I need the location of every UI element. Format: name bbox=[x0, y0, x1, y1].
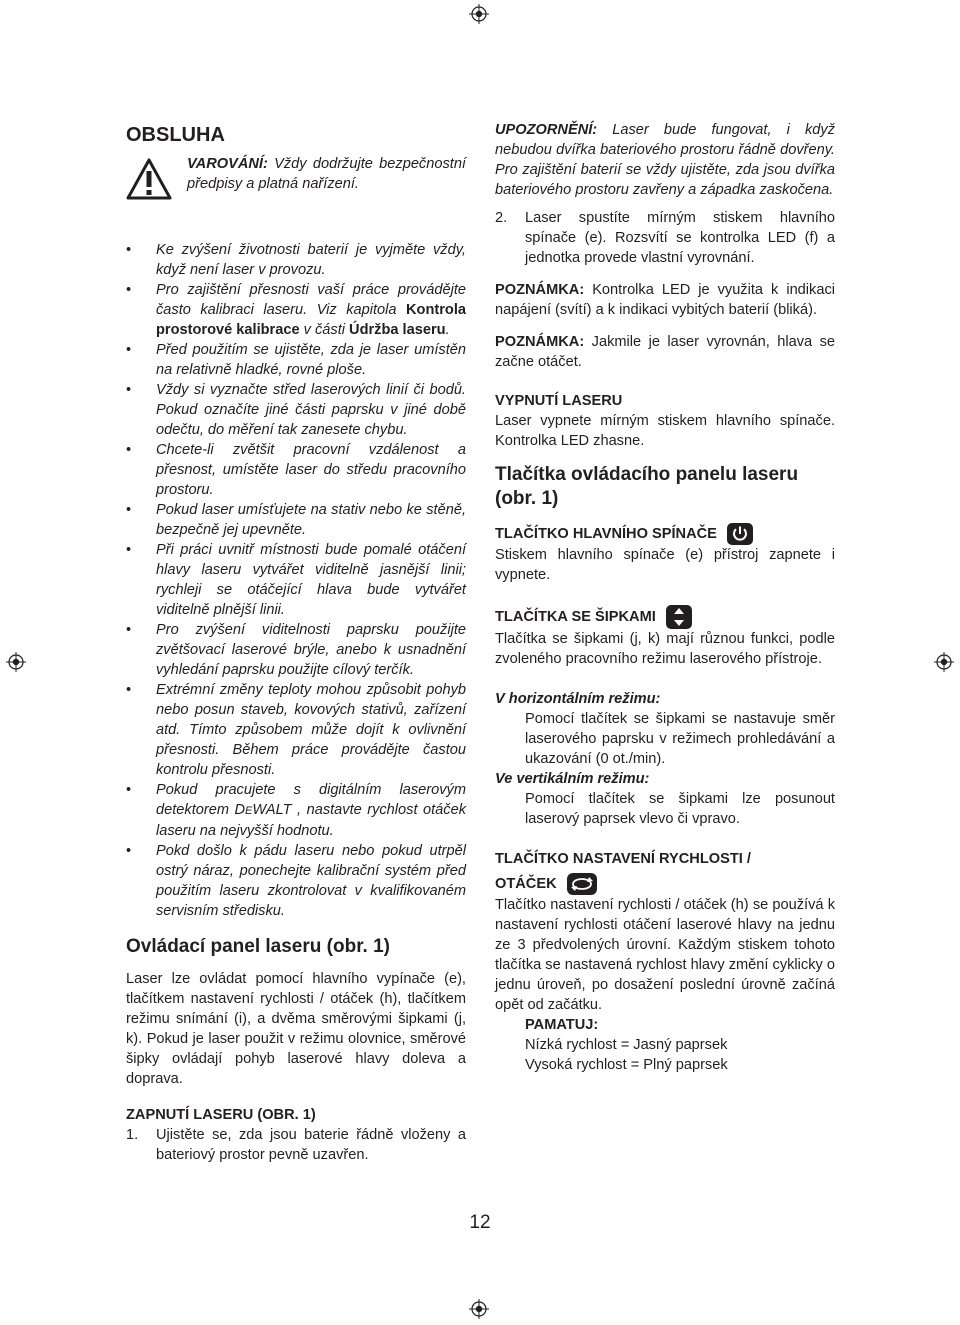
speed-heading: TLAČÍTKO NASTAVENÍ RYCHLOSTI / OTÁČEK bbox=[495, 849, 835, 895]
remember-line: Vysoká rychlost = Plný paprsek bbox=[525, 1057, 728, 1073]
registration-mark-icon bbox=[469, 4, 489, 24]
registration-mark-icon bbox=[6, 652, 26, 672]
step-2: 2. Laser spustíte mírným stiskem hlavního spínače (e). Rozsvítí se kontrolka LED (f) a jednotka provede vlastní vyrovnání. bbox=[495, 210, 835, 266]
warning-block bbox=[126, 154, 466, 230]
power-off-heading: VYPNUTÍ LASERU bbox=[495, 393, 623, 409]
list-item: • Před použitím se ujistěte, zda je laser umístěn na relativně hladké, rovné ploše. bbox=[126, 340, 466, 380]
horizontal-mode-label: V horizontálním režimu: bbox=[495, 691, 661, 707]
list-item: • Extrémní změny teploty mohou způsobit pohyb nebo posun staveb, kovových stativů, zařízení atd. Tímto způsobem může dojít k ovlivnění přesnosti. Během práce provádějte častou kontrolu přesnosti. bbox=[126, 680, 466, 780]
list-item: • Pro zvýšení viditelnosti paprsku použijte zvětšovací laserové brýle, anebo k usnadnění vyhledání paprsku použijte cílový terčík. bbox=[126, 620, 466, 680]
control-panel-text: Laser lze ovládat pomocí hlavního vypínače (e), tlačítkem nastavení rychlosti / otáček (h), tlačítkem režimu snímání (i), a dvěma směrovými šipkami (j, k). Pokud je laser použit v režimu olovnice, směrové šipky ovládají pohyb laserové hlavy doleva a doprava. bbox=[126, 971, 466, 1087]
list-item: • Pro zajištění přesnosti vaší práce provádějte často kalibraci laseru. Viz kapitola Kontrola prostorové kalibrace v části Údržba laseru. bbox=[126, 280, 466, 340]
rotation-speed-icon bbox=[567, 873, 597, 895]
remember-block bbox=[495, 1015, 835, 1075]
remember-label: PAMATUJ: bbox=[525, 1017, 599, 1033]
speed-text: Tlačítko nastavení rychlosti / otáček (h) se používá k nastavení rychlosti otáčení laserové hlavy na jednu ze 3 předvolených úrovní. Každým stiskem tohoto tlačítka se nastavená rychlost hlavy změní cyklicky o jednu úroveň, po dosažení poslední úrovně začíná opět od začátku. bbox=[495, 897, 835, 1013]
arrows-text: Tlačítka se šipkami (j, k) mají různou funkci, podle zvoleného pracovního režimu laserového přístroje. bbox=[495, 631, 835, 667]
list-item: • Ke zvýšení životnosti baterií je vyjměte vždy, když není laser v provozu. bbox=[126, 240, 466, 280]
step-1: 1. Ujistěte se, zda jsou baterie řádně vloženy a bateriový prostor pevně uzavřen. bbox=[126, 1127, 466, 1163]
left-column bbox=[126, 120, 466, 1165]
registration-mark-icon bbox=[469, 1299, 489, 1319]
list-item: • Pokud pracujete s digitálním laserovým detektorem DEWALT , nastavte rychlost otáček laseru na nejvyšší hodnotu. bbox=[126, 780, 466, 841]
main-switch-heading: TLAČÍTKO HLAVNÍHO SPÍNAČE bbox=[495, 523, 835, 545]
list-item: • Při práci uvnitř místnosti bude pomalé otáčení hlavy laseru vytvářet viditelně jasnější linii; rychleji se otáčející hlava bude vytvářet viditelně plnější linii. bbox=[126, 540, 466, 620]
caution-note: UPOZORNĚNÍ: Laser bude fungovat, i když nebudou dvířka bateriového prostoru řádně dovřeny. Pro zajištění baterií se vždy ujistěte, zda jsou dvířka bateriového prostoru zavřeny a západka zaskočena. bbox=[495, 122, 835, 198]
safety-bullet-list bbox=[126, 240, 466, 921]
power-on-heading: ZAPNUTÍ LASERU (OBR. 1) bbox=[126, 1107, 316, 1123]
warning-text: VAROVÁNÍ: Vždy dodržujte bezpečnostní předpisy a platná nařízení. bbox=[187, 156, 466, 192]
vertical-mode-text: Pomocí tlačítek se šipkami lze posunout laserový paprsek vlevo či vpravo. bbox=[525, 791, 835, 827]
control-panel-heading: Ovládací panel laseru (obr. 1) bbox=[126, 936, 390, 957]
remember-line: Nízká rychlost = Jasný paprsek bbox=[525, 1037, 728, 1053]
list-item: • Chcete-li zvětšit pracovní vzdálenost a přesnost, umístěte laser do středu pracovního prostoru. bbox=[126, 440, 466, 500]
right-column bbox=[495, 120, 835, 1075]
arrows-heading: TLAČÍTKA SE ŠIPKAMI bbox=[495, 605, 835, 629]
up-down-arrows-icon bbox=[666, 605, 692, 629]
power-button-icon bbox=[727, 523, 753, 545]
list-item: • Pokud laser umísťujete na stativ nebo ke stěně, bezpečně jej upevněte. bbox=[126, 500, 466, 540]
power-off-text: Laser vypnete mírným stiskem hlavního spínače. Kontrolka LED zhasne. bbox=[495, 413, 835, 449]
buttons-heading: Tlačítka ovládacího panelu laseru (obr. 1) bbox=[495, 464, 799, 509]
main-switch-text: Stiskem hlavního spínače (e) přístroj zapnete i vypnete. bbox=[495, 547, 835, 583]
registration-mark-icon bbox=[934, 652, 954, 672]
page-number: 12 bbox=[469, 1212, 491, 1233]
section-title: OBSLUHA bbox=[126, 124, 225, 146]
list-item: • Pokd došlo k pádu laseru nebo pokud utrpěl ostrý náraz, ponechejte kalibrační systém před použitím laseru zkontrolovat v kvalifikovaném servisním středisku. bbox=[126, 841, 466, 921]
note-led: POZNÁMKA: Kontrolka LED je využita k indikaci napájení (svítí) a k indikaci vybitých baterií (bliká). bbox=[495, 282, 835, 318]
note-rotation: POZNÁMKA: Jakmile je laser vyrovnán, hlava se začne otáčet. bbox=[495, 334, 835, 370]
list-item: • Vždy si vyznačte střed laserových linií či bodů. Pokud označíte jiné části paprsku v jiné době odečtu, do měření tak zanesete chybu. bbox=[126, 380, 466, 440]
vertical-mode-label: Ve vertikálním režimu: bbox=[495, 771, 650, 787]
warning-triangle-icon bbox=[126, 158, 172, 200]
horizontal-mode-text: Pomocí tlačítek se šipkami se nastavuje směr laserového paprsku v režimech prohledávání a ukazování (0 ot./min). bbox=[525, 711, 835, 767]
